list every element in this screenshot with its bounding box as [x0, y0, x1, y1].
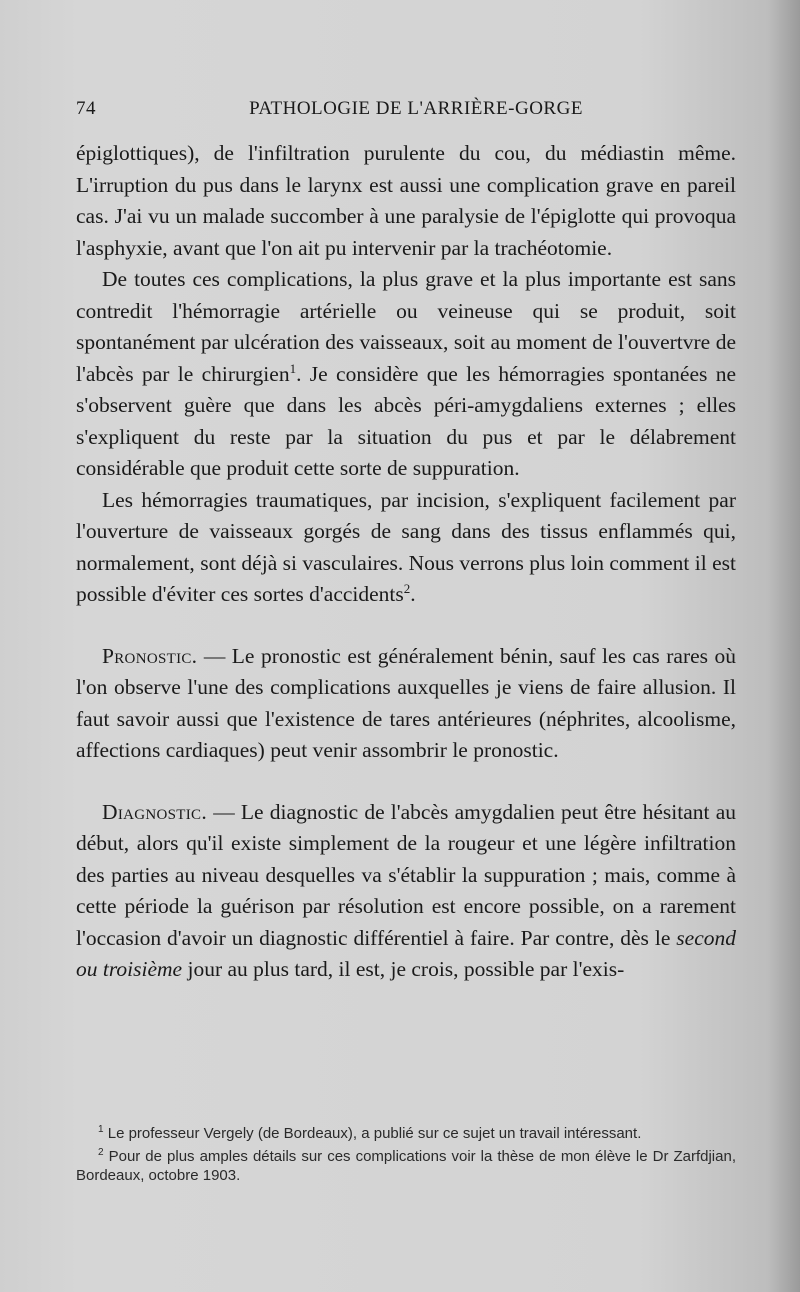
footnote-text: Pour de plus amples détails sur ces complications voir la thèse de mon élève le Dr Zarfdjian, Bordeaux, octobre 1903. — [76, 1148, 736, 1184]
page-header — [76, 98, 756, 128]
running-title: PATHOLOGIE DE L'ARRIÈRE-GORGE — [249, 98, 583, 119]
paragraph-text: — Le diagnostic de l'abcès amygdalien peut être hésitant au début, alors qu'il existe simplement de la rougeur et une légère infiltration des parties au niveau desquelles va s'établir la suppuration ; mais, comme à cette période la guérison par résolution est encore possible, on a rarement l'occasion d'avoir un diagnostic différentiel à faire. Par contre, dès le — [76, 799, 736, 950]
paragraph-hemorrhages — [76, 485, 736, 611]
emphasis-text: second ou troisième — [76, 925, 736, 981]
footnote-ref: 2 — [403, 580, 411, 596]
paragraph-text: — Le pronostic est généralement bénin, sauf les cas rares où l'on observe l'une des complications auxquelles je viens de faire allusion. Il faut savoir aussi que l'existence de tares antérieures (néphrites, alcoolisme, affections cardiaques) peut venir assombrir le pronostic. — [76, 643, 736, 762]
page-number: 74 — [76, 98, 96, 119]
paragraph-text: . — [410, 582, 416, 606]
footnote-ref: 1 — [289, 360, 297, 376]
footnote-mark: 1 — [98, 1124, 104, 1135]
paragraph-text: jour au plus tard, il est, je crois, possible par l'exis- — [182, 957, 625, 981]
section-diagnostic — [76, 797, 736, 986]
section-pronostic — [76, 641, 736, 767]
paragraph-continuation: épiglottiques), de l'infiltration purulente du cou, du médiastin même. L'irruption du pus dans le larynx est aussi une complication grave en pareil cas. J'ai vu un malade succomber à une paralysie de l'épiglotte qui provoqua l'asphyxie, avant que l'on ait pu intervenir par la trachéotomie. — [76, 141, 736, 260]
paragraph-complications — [76, 264, 736, 485]
body-text — [76, 138, 736, 986]
section-heading-diagnostic: Diagnostic. — [102, 799, 208, 824]
footnote-1 — [76, 1124, 736, 1143]
footnote-text: Le professeur Vergely (de Bordeaux), a publié sur ce sujet un travail intéressant. — [107, 1125, 642, 1142]
footnote-mark: 2 — [98, 1147, 104, 1158]
paragraph-text: . Je considère que les hémorragies spontanées ne s'observent guère que dans les abcès péri-amygdaliens externes ; elles s'expliquent du reste par la situation du pus et par le délabrement considérable que produit cette sorte de suppuration. — [76, 361, 736, 480]
paragraph-text: De toutes ces complications, la plus grave et la plus importante est sans contredit l'hémorragie artérielle ou veineuse qui se produit, soit spontanément par ulcération des vaisseaux, soit au moment de l'ouvertvre de l'abcès par le chirurgien — [76, 267, 736, 386]
section-heading-pronostic: Pronostic. — [102, 643, 198, 668]
paragraph-text: Les hémorragies traumatiques, par incision, s'expliquent facilement par l'ouverture de vaisseaux gorgés de sang dans des tissus enflammés qui, normalement, sont déjà si vasculaires. Nous verrons plus loin comment il est possible d'éviter ces sortes d'accidents — [76, 487, 736, 606]
footnote-2 — [76, 1147, 736, 1185]
footnotes — [76, 1124, 736, 1189]
